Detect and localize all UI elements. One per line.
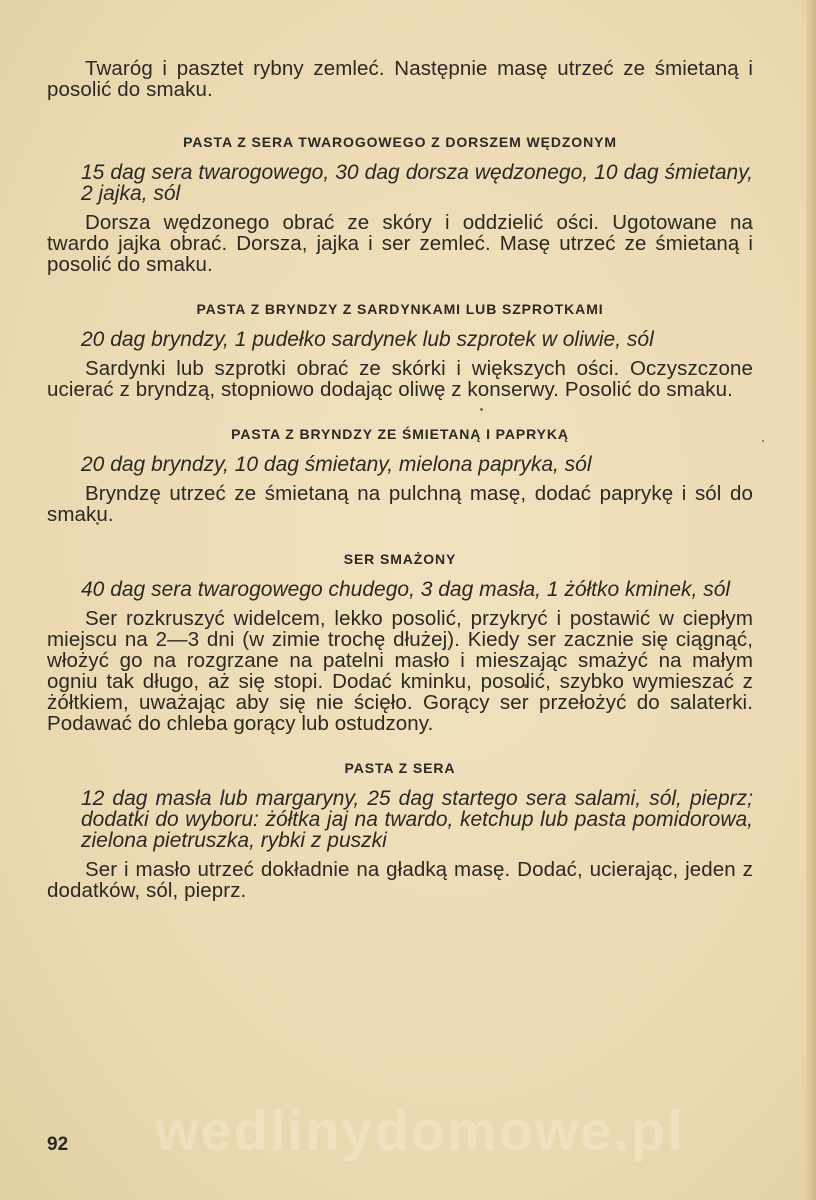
recipe-section — [47, 134, 753, 275]
recipe-section — [47, 301, 753, 400]
recipe-section — [47, 551, 753, 734]
recipe-instructions: Ser rozkruszyć widelcem, lekko posolić, przykryć i postawić w ciepłym miejscu na 2—3 dni (w zimie trochę dłużej). Kiedy ser zacznie się ciągnąć, włożyć go na rozgrzane na patelni masło i mieszając smażyć na małym ogniu tak długo, aż się stopi. Dodać kminku, posolić, szybko wymieszać z żółtkiem, uważając aby się nie ścięło. Gorący ser przełożyć do salaterki. Podawać do chleba gorący lub ostudzony. — [47, 607, 753, 735]
recipe-ingredients: 12 dag masła lub margaryny, 25 dag startego sera salami, sól, pieprz; dodatki do wyboru: żółtka jaj na twardo, ketchup lub pasta pomidorowa, zielona pietruszka, rybki z puszki — [81, 787, 753, 852]
recipe-instructions: Sardynki lub szprotki obrać ze skórki i większych ości. Oczyszczone ucierać z bryndzą, stopniowo dodając oliwę z konserwy. Posolić do smaku. — [47, 357, 753, 401]
recipe-instructions: Dorsza wędzonego obrać ze skóry i oddzielić ości. Ugotowane na twardo jajka obrać. Dorsza, jajka i ser zemleć. Masę utrzeć ze śmietaną i posolić do smaku. — [47, 211, 753, 276]
recipe-title: SER SMAŻONY — [343, 551, 457, 567]
page-edge — [806, 0, 816, 1200]
page-number: 92 — [47, 1134, 69, 1155]
intro-paragraph: Twaróg i pasztet rybny zemleć. Następnie masę utrzeć ze śmietaną i posolić do smaku. — [47, 57, 753, 101]
recipe-section — [47, 426, 753, 525]
recipe-ingredients: 15 dag sera twarogowego, 30 dag dorsza wędzonego, 10 dag śmietany, 2 jajka, sól — [81, 161, 753, 205]
recipe-title: PASTA Z SERA TWAROGOWEGO Z DORSZEM WĘDZONYM — [183, 134, 617, 150]
recipe-ingredients: 20 dag bryndzy, 1 pudełko sardynek lub szprotek w oliwie, sól — [81, 328, 654, 351]
recipe-title: PASTA Z BRYNDZY ZE ŚMIETANĄ I PAPRYKĄ — [231, 426, 569, 442]
recipe-title: PASTA Z BRYNDZY Z SARDYNKAMI LUB SZPROTKAMI — [196, 301, 604, 317]
page-content — [47, 58, 753, 901]
recipe-ingredients: 20 dag bryndzy, 10 dag śmietany, mielona papryka, sól — [81, 453, 592, 476]
recipe-title: PASTA Z SERA — [344, 760, 456, 776]
recipe-section — [47, 760, 753, 901]
recipe-ingredients: 40 dag sera twarogowego chudego, 3 dag masła, 1 żółtko kminek, sól — [81, 578, 731, 601]
recipe-instructions: Bryndzę utrzeć ze śmietaną na pulchną masę, dodać paprykę i sól do smaku. — [47, 482, 753, 526]
recipe-instructions: Ser i masło utrzeć dokładnie na gładką masę. Dodać, ucierając, jeden z dodatków, sól, pieprz. — [47, 858, 753, 902]
watermark: wedlinydomowe.pl — [155, 1099, 685, 1162]
paper-speck — [762, 440, 764, 442]
